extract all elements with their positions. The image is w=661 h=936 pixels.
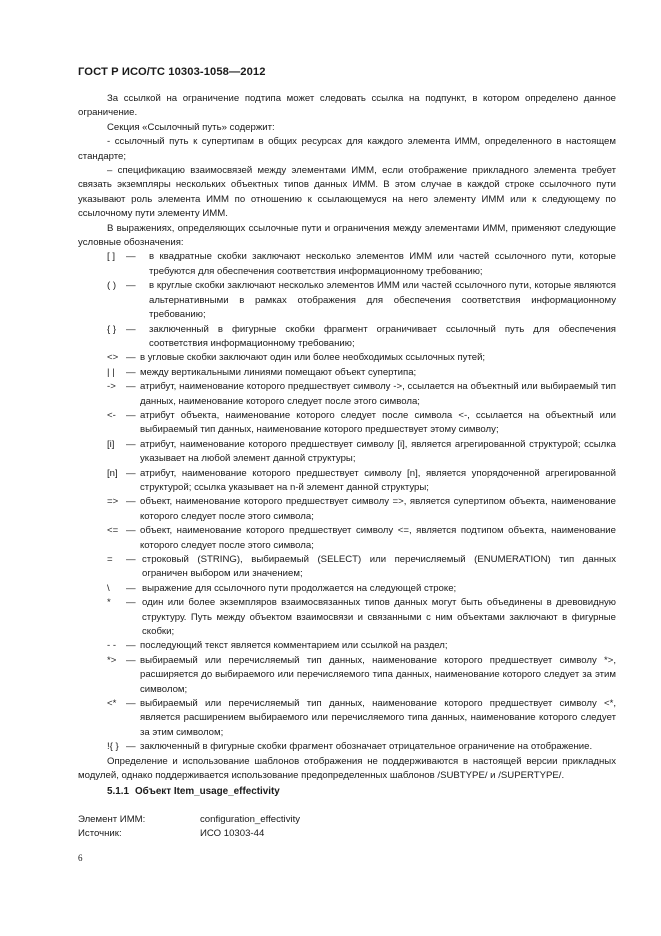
notation-symbol: [i]: [107, 438, 115, 450]
notation-item: * — один или более экземпляров взаимосвязанных типов данных могут быть объединены в древовидную структуру. Путь между объектом взаимосвязи и связанными с ним объектами заключают в фигурные скобки;: [107, 596, 616, 639]
notation-description: атрибут, наименование которого предшествует символу [n], является упорядоченной агрегированной структурой; ссылка указывает на n-й элемент данной структуры;: [140, 467, 616, 493]
document-body: [78, 92, 616, 799]
notation-description: один или более экземпляров взаимосвязанных типов данных могут быть объединены в древовидную структуру. Путь между объектом взаимосвязи и связанными с ним объектами заключают в фигурные скобки;: [142, 597, 616, 638]
notation-description: выбираемый или перечисляемый тип данных, наименование которого предшествует символу *>, расширяется до выбираемого или перечисляемого типа данных, наименование которого следует за этим символом;: [140, 654, 616, 695]
notation-item: !{ } — заключенный в фигурные скобки фрагмент обозначает отрицательное ограничение на отображение.: [107, 740, 616, 754]
notation-item: *> — выбираемый или перечисляемый тип данных, наименование которого предшествует символу *>, расширяется до выбираемого или перечисляемого типа данных, наименование которого следует за этим символом;: [107, 654, 616, 697]
notation-symbol: *>: [107, 654, 117, 666]
notation-symbol: <-: [107, 409, 116, 421]
notation-symbol: <=: [107, 525, 119, 537]
notation-item: [i] — атрибут, наименование которого предшествует символу [i], является агрегированной структурой; ссылка указывает на любой элемент данной структуры;: [107, 438, 616, 467]
notation-item: <- — атрибут объекта, наименование которого следует после символа <-, ссылается на объектный или выбираемый тип данных, наименование которого предшествует этому символу;: [107, 409, 616, 438]
notation-description: между вертикальными линиями помещают объект супертипа;: [140, 366, 417, 378]
notation-item: | | — между вертикальными линиями помещают объект супертипа;: [107, 366, 616, 380]
notation-item: => — объект, наименование которого предшествует символу =>, является супертипом объекта, наименование которого следует после этого символа;: [107, 495, 616, 524]
notation-symbol: [n]: [107, 467, 118, 479]
subsection-heading: [107, 785, 616, 799]
notation-item: -> — атрибут, наименование которого предшествует символу ->, ссылается на объектный или выбираемый тип данных, наименование которого следует после этого символа;: [107, 380, 616, 409]
notation-symbol: | |: [107, 366, 115, 378]
notation-description: заключенный в фигурные скобки фрагмент ограничивает ссылочный путь для обеспечения соответствия информационному требованию;: [149, 323, 616, 349]
notation-symbol: <>: [107, 352, 119, 364]
notation-item: <= — объект, наименование которого предшествует символу <=, является подтипом объекта, наименование которого следует после этого символа;: [107, 524, 616, 553]
notation-item: <> — в угловые скобки заключают один или более необходимых ссылочных путей;: [107, 351, 616, 365]
notation-symbol: <*: [107, 698, 117, 710]
notation-description: объект, наименование которого предшествует символу =>, является супертипом объекта, наименование которого следует после этого символа;: [140, 496, 616, 522]
notation-item: [ ] — в квадратные скобки заключают несколько элементов ИММ или частей ссылочного пути, которые требуются для обеспечения соответствия информационному требованию;: [107, 250, 616, 279]
notation-symbol: { }: [107, 323, 117, 335]
notation-description: в круглые скобки заключают несколько элементов ИММ или частей ссылочного пути, которые являются альтернативными в рамках отображения для обеспечения соответствия информационному требованию;: [149, 280, 616, 321]
meta-source-label: Источник:: [78, 828, 122, 839]
paragraph-templates: Определение и использование шаблонов отображения не поддерживаются в настоящей версии прикладных модулей, однако поддерживается использование предопределенных шаблонов /SUBTYPE/ и /SUPERTYPE/.: [78, 755, 616, 782]
paragraph-relationship-spec: – спецификацию взаимосвязей между элементами ИММ, если отображение прикладного элемента требует связать экземпляры нескольких объектных типов данных ИММ. В этом случае в каждой строке ссылочного пути указывают роль элемента ИММ по отношению к ссылающемуся на него элементу ИММ или к следующему по ссылочному пути элементу ИММ.: [78, 165, 616, 220]
notation-item: { } — заключенный в фигурные скобки фрагмент ограничивает ссылочный путь для обеспечения соответствия информационному требованию;: [107, 323, 616, 352]
notation-symbol: - -: [107, 640, 117, 652]
meta-row-element: [78, 813, 300, 827]
notation-symbol: [ ]: [107, 251, 115, 263]
mapping-meta: [78, 813, 300, 841]
page-number: 6: [78, 853, 83, 863]
notation-symbol: !{ }: [107, 741, 119, 753]
notation-item: ( ) — в круглые скобки заключают несколько элементов ИММ или частей ссылочного пути, которые являются альтернативными в рамках отображения для обеспечения соответствия информационному требованию;: [107, 279, 616, 322]
notation-symbol: =>: [107, 496, 119, 508]
notation-list: [78, 250, 616, 754]
notation-description: в квадратные скобки заключают несколько элементов ИММ или частей ссылочного пути, которые требуются для обеспечения соответствия информационному требованию;: [149, 251, 616, 277]
notation-symbol: =: [107, 554, 113, 565]
paragraph-supertype-path: - ссылочный путь к супертипам в общих ресурсах для каждого элемента ИММ, определенного в настоящем стандарте;: [78, 136, 616, 162]
notation-item: [n] — атрибут, наименование которого предшествует символу [n], является упорядоченной агрегированной структурой; ссылка указывает на n-й элемент данной структуры;: [107, 467, 616, 496]
notation-description: заключенный в фигурные скобки фрагмент обозначает отрицательное ограничение на отображение.: [140, 741, 593, 753]
page-header: ГОСТ Р ИСО/ТС 10303-1058—2012: [78, 66, 266, 78]
notation-item: \ — выражение для ссылочного пути продолжается на следующей строке;: [107, 582, 616, 596]
subsection-title: Объект Item_usage_effectivity: [134, 785, 280, 797]
notation-description: выражение для ссылочного пути продолжается на следующей строке;: [142, 582, 457, 594]
notation-symbol: ( ): [107, 280, 117, 292]
notation-symbol: *: [107, 597, 111, 609]
notation-description: выбираемый или перечисляемый тип данных, наименование которого предшествует символу <*, является расширением выбираемого или перечисляемого типа данных, наименование которого следует за этим символом;: [140, 698, 616, 738]
notation-item: = — строковый (STRING), выбираемый (SELECT) или перечисляемый (ENUMERATION) тип данных ограничен выбором или значением;: [107, 553, 616, 582]
notation-symbol: \: [107, 582, 110, 594]
meta-row-source: [78, 827, 300, 841]
subsection-number: 5.1.1: [107, 785, 129, 797]
notation-symbol: ->: [107, 381, 116, 393]
paragraph-subtype-ref: За ссылкой на ограничение подтипа может следовать ссылка на подпункт, в котором определено данное ограничение.: [78, 93, 616, 119]
paragraph-section-intro: Секция «Ссылочный путь» содержит:: [107, 121, 275, 133]
meta-source-value: ИСО 10303-44: [200, 828, 265, 839]
notation-description: строковый (STRING), выбираемый (SELECT) или перечисляемый (ENUMERATION) тип данных ограничен выбором или значением;: [142, 554, 616, 580]
notation-description: в угловые скобки заключают один или более необходимых ссылочных путей;: [140, 352, 486, 364]
notation-item: - - — последующий текст является комментарием или ссылкой на раздел;: [107, 639, 616, 653]
paragraph-notation-intro: В выражениях, определяющих ссылочные пути и ограничения между элементами ИММ, применяют следующие условные обозначения:: [78, 222, 616, 249]
notation-item: <* — выбираемый или перечисляемый тип данных, наименование которого предшествует символу <*, является расширением выбираемого или перечисляемого типа данных, наименование которого следует за этим символом;: [107, 697, 616, 740]
notation-description: атрибут объекта, наименование которого следует после символа <-, ссылается на объектный или выбираемый тип данных, наименование которого предшествует этому символу;: [140, 409, 616, 436]
notation-description: атрибут, наименование которого предшествует символу ->, ссылается на объектный или выбираемый тип данных, наименование которого следует после этого символа;: [140, 381, 616, 407]
notation-description: объект, наименование которого предшествует символу <=, является подтипом объекта, наименование которого следует после этого символа;: [140, 525, 616, 551]
notation-description: последующий текст является комментарием или ссылкой на раздел;: [140, 640, 448, 652]
notation-description: атрибут, наименование которого предшествует символу [i], является агрегированной структурой; ссылка указывает на любой элемент данной структуры;: [140, 438, 616, 465]
meta-element-label: Элемент ИММ:: [78, 814, 146, 825]
meta-element-value: configuration_effectivity: [200, 814, 301, 825]
